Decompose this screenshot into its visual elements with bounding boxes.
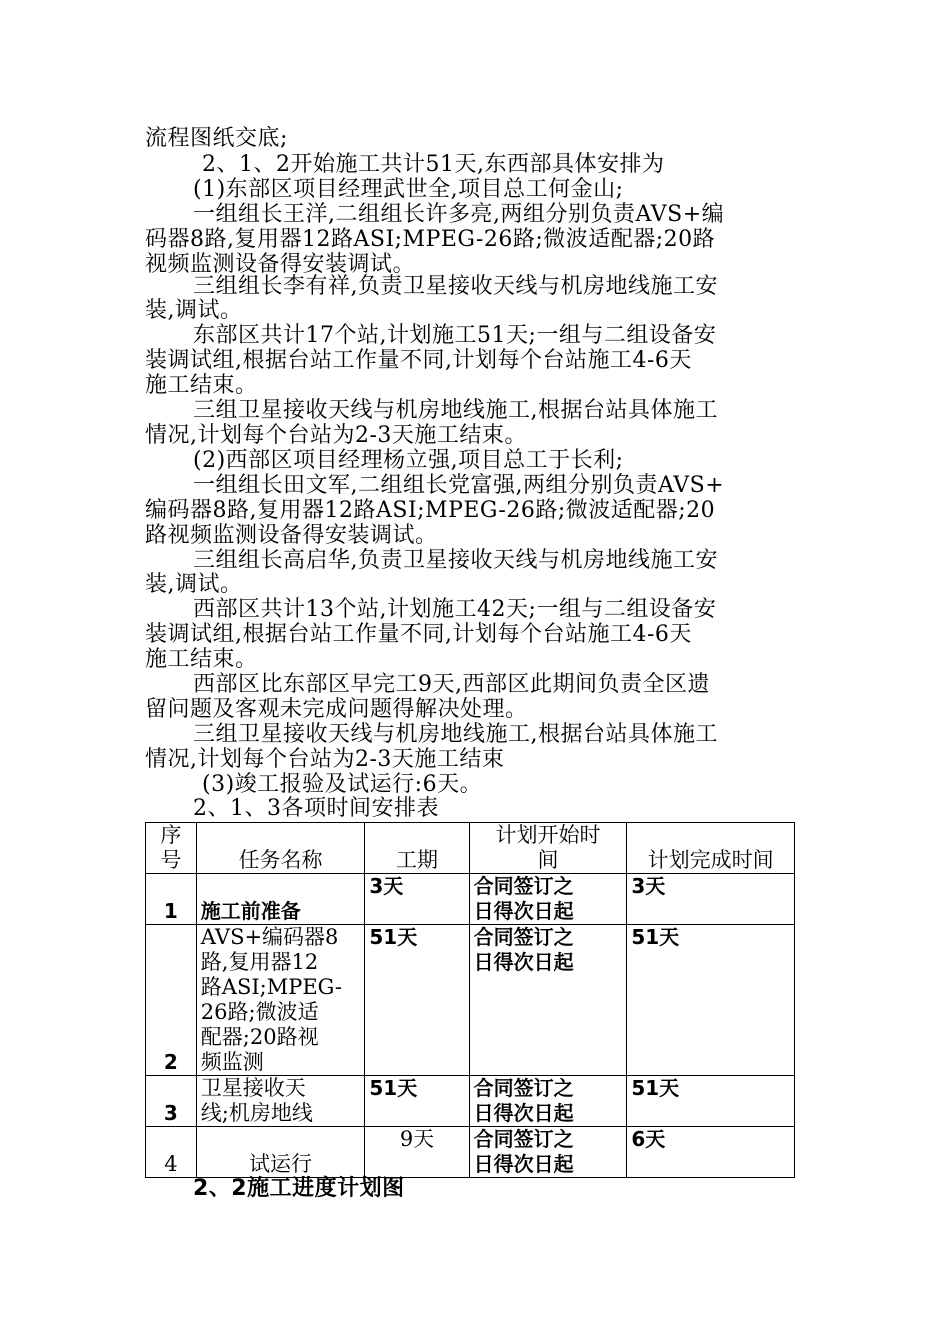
paragraph-line: 流程图纸交底; (145, 126, 288, 151)
header-duration: 工期 (365, 823, 469, 874)
paragraph-line: 视频监测设备得安装调试。 (145, 252, 416, 277)
paragraph-line: 编码器8路,复用器12路ASI;MPEG-26路;微波适配器;20 (145, 498, 716, 523)
paragraph-line: 三组卫星接收天线与机房地线施工,根据台站具体施工 (193, 722, 718, 747)
table-row (146, 1076, 795, 1127)
paragraph-line: 东部区共计17个站,计划施工51天;一组与二组设备安 (193, 323, 717, 348)
row-task (196, 1076, 365, 1127)
row-start-line: 日得次日起 (473, 950, 574, 974)
table-header-row (146, 823, 795, 874)
row-task-line: 路,复用器12 (200, 950, 319, 974)
row-seq: 1 (146, 874, 197, 925)
header-seq (146, 823, 197, 874)
row-start-line: 日得次日起 (473, 1101, 574, 1125)
row-task-line: 26路;微波适 (200, 1000, 319, 1024)
row-task (196, 925, 365, 1076)
row-finish: 6天 (627, 1127, 795, 1178)
row-task-line: AVS+编码器8 (200, 925, 339, 949)
paragraph-line: (3)竣工报验及试运行:6天。 (202, 772, 483, 797)
row-start (469, 1127, 627, 1178)
row-finish: 51天 (627, 1076, 795, 1127)
row-duration: 51天 (365, 1076, 469, 1127)
table-caption: 2、1、3各项时间安排表 (193, 796, 439, 821)
row-duration: 51天 (365, 925, 469, 1076)
row-duration: 9天 (365, 1127, 469, 1178)
paragraph-line: 西部区共计13个站,计划施工42天;一组与二组设备安 (193, 597, 717, 622)
header-seq-line: 序 (160, 823, 182, 847)
row-seq: 3 (146, 1076, 197, 1127)
paragraph-line: 一组组长王洋,二组组长许多亮,两组分别负责AVS+编 (193, 202, 725, 227)
row-task-line: 配器;20路视 (200, 1025, 319, 1049)
header-seq-line: 号 (160, 848, 182, 872)
paragraph-line: 三组组长李有祥,负责卫星接收天线与机房地线施工安 (193, 274, 718, 299)
paragraph-line: 装调试组,根据台站工作量不同,计划每个台站施工4-6天 (145, 348, 692, 373)
row-finish: 51天 (627, 925, 795, 1076)
paragraph-line: 装调试组,根据台站工作量不同,计划每个台站施工4-6天 (145, 622, 692, 647)
paragraph-line: 西部区比东部区早完工9天,西部区此期间负责全区遗 (193, 672, 710, 697)
row-finish: 3天 (627, 874, 795, 925)
row-seq: 4 (146, 1127, 197, 1178)
row-start (469, 1076, 627, 1127)
paragraph-line: 码器8路,复用器12路ASI;MPEG-26路;微波适配器;20路 (145, 227, 716, 252)
row-task: 试运行 (196, 1127, 365, 1178)
paragraph-line: 情况,计划每个台站为2-3天施工结束 (145, 747, 505, 772)
row-start-line: 日得次日起 (473, 1152, 574, 1176)
paragraph-line: (1)东部区项目经理武世全,项目总工何金山; (193, 177, 624, 202)
section-heading: 2、1、2开始施工共计51天,东西部具体安排为 (202, 152, 665, 177)
row-task-line: 线;机房地线 (200, 1101, 313, 1125)
row-start-line: 合同签订之 (473, 874, 574, 898)
paragraph-line: 留问题及客观未完成问题得解决处理。 (145, 697, 528, 722)
paragraph-line: 一组组长田文军,二组组长党富强,两组分别负责AVS+ (193, 473, 725, 498)
row-start-line: 日得次日起 (473, 899, 574, 923)
row-task-line: 卫星接收天 (200, 1076, 306, 1100)
paragraph-line: 情况,计划每个台站为2-3天施工结束。 (145, 423, 527, 448)
table-row (146, 1127, 795, 1178)
paragraph-line: 装,调试。 (145, 572, 243, 597)
header-start (469, 823, 627, 874)
header-start-line: 间 (537, 848, 559, 872)
paragraph-line: 三组组长高启华,负责卫星接收天线与机房地线施工安 (193, 548, 718, 573)
table-row (146, 925, 795, 1076)
paragraph-line: 施工结束。 (145, 647, 258, 672)
row-seq: 2 (146, 925, 197, 1076)
schedule-table (145, 822, 795, 1178)
table-row (146, 874, 795, 925)
row-start (469, 925, 627, 1076)
paragraph-line: 三组卫星接收天线与机房地线施工,根据台站具体施工 (193, 398, 718, 423)
row-duration: 3天 (365, 874, 469, 925)
paragraph-line: 路视频监测设备得安装调试。 (145, 523, 438, 548)
row-start (469, 874, 627, 925)
row-start-line: 合同签订之 (473, 925, 574, 949)
header-start-line: 计划开始时 (495, 823, 601, 847)
row-task-line: 频监测 (200, 1050, 264, 1074)
row-task: 施工前准备 (196, 874, 365, 925)
header-task: 任务名称 (196, 823, 365, 874)
header-finish: 计划完成时间 (627, 823, 795, 874)
row-start-line: 合同签订之 (473, 1076, 574, 1100)
row-task-line: 路ASI;MPEG- (200, 975, 342, 999)
row-start-line: 合同签订之 (473, 1127, 574, 1151)
paragraph-line: 施工结束。 (145, 373, 258, 398)
paragraph-line: 装,调试。 (145, 298, 243, 323)
section-heading: 2、2施工进度计划图 (193, 1176, 405, 1201)
paragraph-line: (2)西部区项目经理杨立强,项目总工于长利; (193, 448, 624, 473)
